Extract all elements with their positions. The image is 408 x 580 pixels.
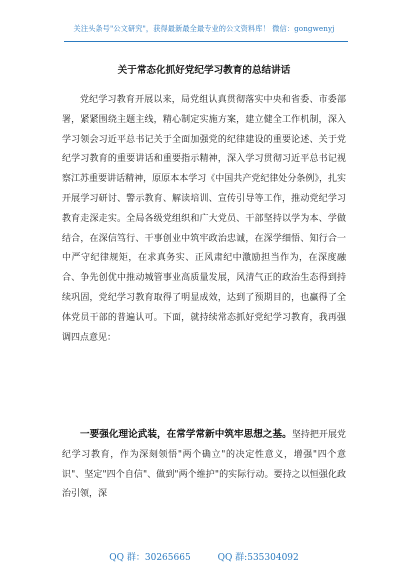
point-one-heading: 一要强化理论武装，在常学常新中筑牢思想之基。 — [80, 429, 292, 440]
header-banner: 关注头条号"公文研究"，获得最新最全最专业的公文资料库！ 微信：gongwenyj — [73, 24, 335, 33]
paragraph-point-one — [62, 425, 346, 505]
document-title: 关于常态化抓好党纪学习教育的总结讲话 — [117, 65, 291, 76]
point-one-body: 坚持把开展党纪学习教育，作为深刻领悟"两个确立"的决定性意义，增强"四个意识"、坚定"四个自信"、做到"两个维护"的实际行动。要持之以恒强化政治引领，深 — [62, 430, 346, 500]
paragraph-intro: 党纪学习教育开展以来，局党组认真贯彻落实中央和省委、市委部署，紧紧围绕主题主线，精心制定实施方案，建立健全工作机制，深入学习领会习近平总书记关于全面加强党的纪律建设的重要论述、关于党纪学习教育的重要讲话和重要指示精神，深入学习贯彻习近平总书记视察江苏重要讲话精神，原原本本学习《中国共产党纪律处分条例》，扎实开展学习研讨、警示教育、解读培训、宣传引导等工作，推动党纪学习教育走深走实。全局各级党组织和广大党员、干部坚持以学为本、学做结合，在深信笃行、干事创业中筑牢政治忠诚，在深学细悟、知行合一中严守纪律规矩，在求真务实、正风肃纪中激励担当作为，在深度融合、争先创优中推动城管事业高质量发展，风清气正的政治生态得到持续巩固，党纪学习教育取得了明显成效，达到了预期目的，也赢得了全体党员干部的普遍认可。下面，就持续常态抓好党纪学习教育，我再强调四点意见： — [62, 95, 346, 343]
qq-group-2: QQ 群:535304092 — [217, 553, 299, 563]
qq-group-1: QQ 群：30265665 — [109, 553, 191, 563]
footer-contact — [0, 550, 408, 563]
header-divider — [64, 41, 348, 42]
